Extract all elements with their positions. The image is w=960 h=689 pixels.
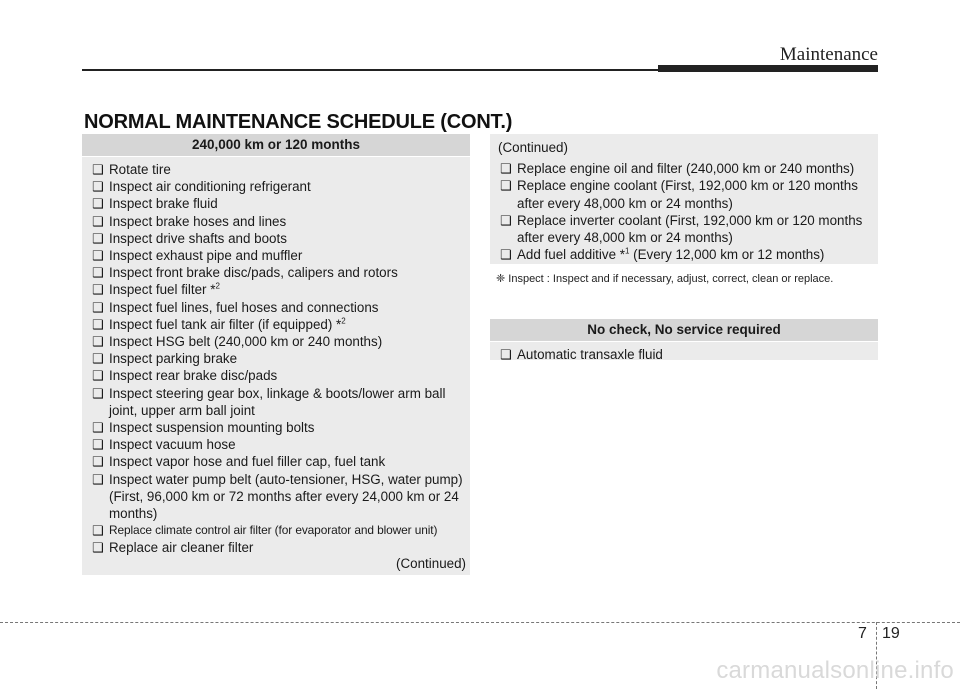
no-check-heading: No check, No service required: [490, 319, 878, 342]
checkbox-icon: ❑: [92, 454, 104, 470]
checklist-item: [500, 212, 872, 246]
page-title: NORMAL MAINTENANCE SCHEDULE (CONT.): [84, 111, 513, 133]
checklist-item: [92, 471, 464, 523]
checklist-item: [92, 230, 464, 247]
checkbox-icon: ❑: [92, 230, 104, 246]
header-rule-thick: [658, 65, 878, 72]
checkbox-icon: ❑: [500, 212, 512, 228]
checkbox-icon: ❑: [92, 316, 104, 332]
checkbox-icon: ❑: [92, 471, 104, 487]
checkbox-icon: ❑: [92, 265, 104, 281]
checklist-item-text: Inspect steering gear box, linkage & boots/lower arm ball joint, upper arm ball joint: [109, 385, 446, 418]
checklist-item: [92, 419, 464, 436]
continued-label: (Continued): [396, 556, 466, 571]
footnote-marker: 2: [215, 281, 220, 291]
checklist-item-text: Inspect fuel tank air filter (if equipped) *: [109, 316, 342, 332]
checklist-item-text: Add fuel additive *: [517, 247, 625, 263]
schedule-item-list: [490, 342, 878, 363]
checkbox-icon: ❑: [92, 437, 104, 453]
checklist-item: [92, 436, 464, 453]
checkbox-icon: ❑: [92, 334, 104, 350]
checklist-item: [92, 281, 464, 298]
header-rule-thin: [82, 69, 658, 71]
checkbox-icon: ❑: [500, 161, 512, 177]
checkbox-icon: ❑: [92, 196, 104, 212]
checklist-item-text: Rotate tire: [109, 162, 171, 177]
checkbox-icon: ❑: [92, 213, 104, 229]
chapter-number: 7: [858, 625, 867, 642]
checklist-item-suffix: (Every 12,000 km or 12 months): [629, 247, 825, 263]
checkbox-icon: ❑: [92, 162, 104, 177]
checklist-item: [500, 246, 872, 263]
checklist-item: [92, 299, 464, 316]
checklist-item-text: Inspect air conditioning refrigerant: [109, 179, 311, 195]
checklist-item-text: Replace engine oil and filter (240,000 km or 240 months): [517, 161, 855, 177]
checklist-item: [92, 539, 464, 556]
checkbox-icon: ❑: [92, 179, 104, 195]
checklist-item-text: Inspect fuel filter *: [109, 282, 216, 298]
continued-label: (Continued): [498, 140, 568, 155]
checklist-item-text: Inspect drive shafts and boots: [109, 230, 287, 246]
checklist-item-text: Replace climate control air filter (for evaporator and blower unit): [109, 523, 438, 538]
inspect-footnote: ❈ Inspect : Inspect and if necessary, adjust, correct, clean or replace.: [496, 273, 834, 285]
checkbox-icon: ❑: [92, 282, 104, 298]
checkbox-icon: ❑: [92, 420, 104, 436]
checklist-item: [92, 161, 464, 178]
checklist-item: [92, 178, 464, 195]
checkbox-icon: ❑: [500, 347, 512, 362]
footnote-marker: 1: [624, 246, 630, 256]
checklist-item-text: Replace inverter coolant (First, 192,000 km or 120 months after every 48,000 km or 24 months): [517, 212, 863, 246]
checkbox-icon: ❑: [92, 523, 104, 539]
checklist-item: [92, 367, 464, 384]
checklist-item: [92, 350, 464, 367]
checklist-item-text: Inspect vacuum hose: [109, 437, 236, 453]
checklist-item-text: Inspect rear brake disc/pads: [109, 368, 278, 384]
checkbox-icon: ❑: [92, 368, 104, 384]
checklist-item: [500, 346, 872, 363]
checklist-item: [92, 195, 464, 212]
checklist-item-text: Replace engine coolant (First, 192,000 km or 120 months after every 48,000 km or 24 months): [517, 178, 858, 211]
checklist-item-text: Automatic transaxle fluid: [517, 347, 663, 362]
checklist-item: [92, 213, 464, 230]
schedule-item-list: [82, 157, 470, 557]
schedule-box-continued: [490, 134, 878, 264]
checklist-item: [92, 316, 464, 333]
checklist-item: [500, 177, 872, 211]
checkbox-icon: ❑: [92, 351, 104, 367]
checkbox-icon: ❑: [92, 299, 104, 315]
checkbox-icon: ❑: [92, 540, 104, 556]
checklist-item-text: Inspect suspension mounting bolts: [109, 420, 315, 436]
schedule-box-heading: 240,000 km or 120 months: [82, 134, 470, 157]
checkbox-icon: ❑: [500, 178, 512, 194]
checklist-item-text: Inspect fuel lines, fuel hoses and connections: [109, 299, 379, 315]
schedule-item-list: [490, 158, 878, 263]
checklist-item: [500, 160, 872, 177]
checklist-item-text: Inspect brake hoses and lines: [109, 213, 287, 229]
section-label: Maintenance: [779, 44, 878, 65]
checklist-item-text: Replace air cleaner filter: [109, 540, 254, 556]
footer-rule: [0, 622, 960, 623]
checklist-item: [92, 333, 464, 350]
no-check-box: [490, 319, 878, 360]
watermark: carmanualsonline.info: [716, 657, 954, 684]
checklist-item-text: Inspect brake fluid: [109, 196, 218, 212]
checklist-item: [92, 522, 464, 539]
checklist-item-text: Inspect front brake disc/pads, calipers and rotors: [109, 265, 398, 281]
checkbox-icon: ❑: [92, 385, 104, 401]
checklist-item-text: Inspect exhaust pipe and muffler: [109, 248, 303, 264]
checklist-item: [92, 264, 464, 281]
page-number: 19: [882, 625, 900, 642]
checkbox-icon: ❑: [92, 248, 104, 264]
footnote-marker: 2: [341, 316, 346, 326]
checklist-item: [92, 453, 464, 470]
checklist-item-text: Inspect HSG belt (240,000 km or 240 months): [109, 334, 383, 350]
checklist-item: [92, 385, 464, 419]
checklist-item-text: Inspect vapor hose and fuel filler cap, fuel tank: [109, 454, 386, 470]
schedule-box-240000: [82, 134, 470, 575]
checklist-item-text: Inspect water pump belt (auto-tensioner, HSG, water pump) (First, 96,000 km or 72 months after every 24,000 km or 24 months): [109, 471, 463, 522]
checklist-item: [92, 247, 464, 264]
checkbox-icon: ❑: [500, 247, 512, 263]
checklist-item-text: Inspect parking brake: [109, 351, 238, 367]
